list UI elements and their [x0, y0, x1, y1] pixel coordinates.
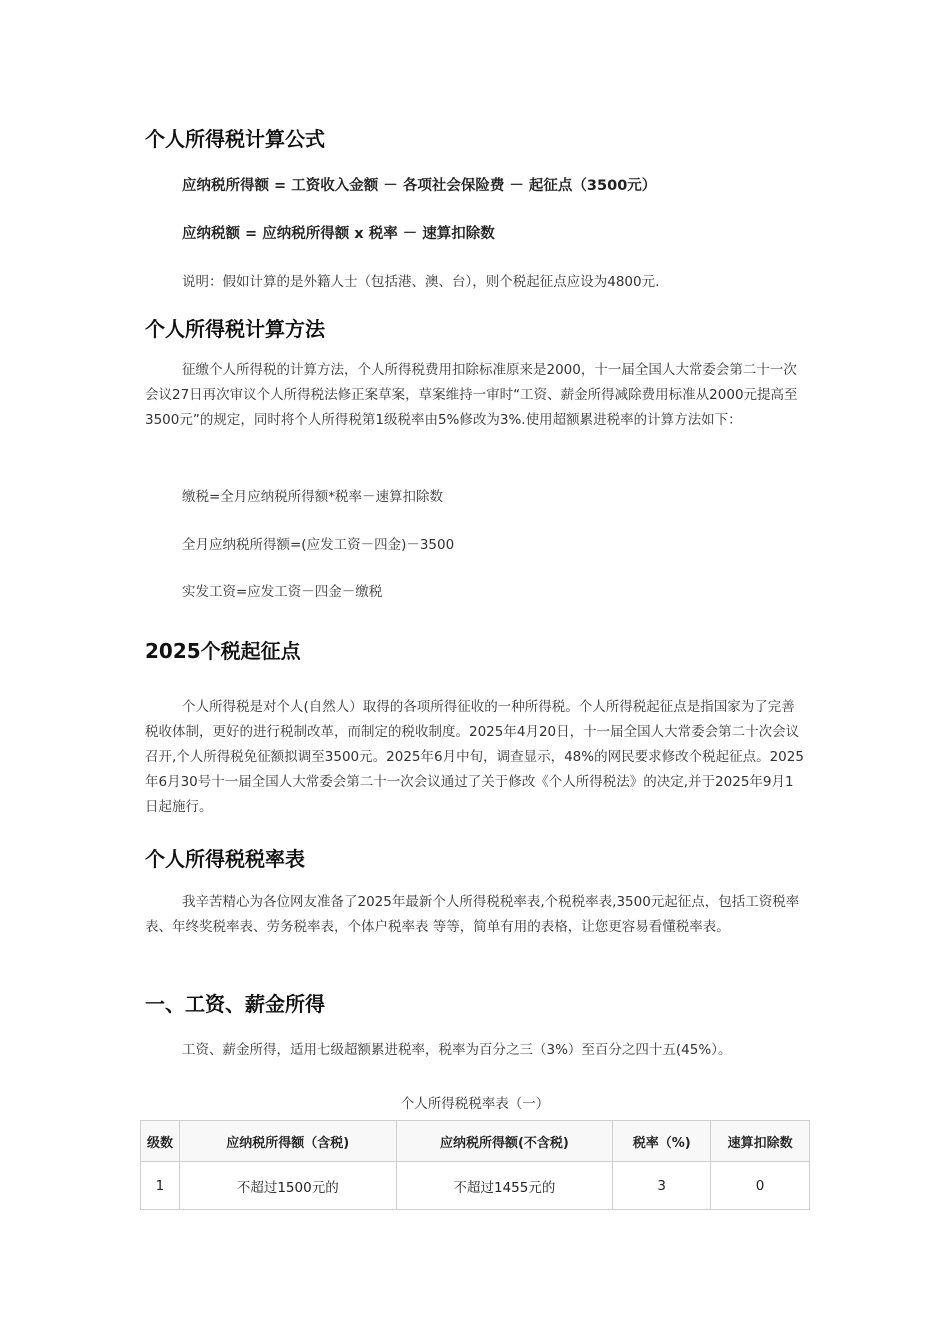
formula-taxable-income: 应纳税所得额 = 工资收入金额 － 各项社会保险费 － 起征点（3500元）: [182, 178, 657, 194]
tax-rate-table: [140, 1120, 810, 1210]
threshold-paragraph: 个人所得税是对个人(自然人）取得的各项所得征收的一种所得税。个人所得税起征点是指国家为了完善税收体制，更好的进行税制改革，而制定的税收制度。2025年4月20日，十一届全国人大常委会第二十次会议召开,个人所得税免征额拟调至3500元。2025年6月中旬，调查显示，48%的网民要求修改个税起征点。2025年6月30号十一届全国人大常委会第二十一次会议通过了关于修改《个人所得税法》的决定,并于2025年9月1日起施行。: [145, 699, 804, 815]
heading-formula: 个人所得税计算公式: [145, 127, 325, 151]
cell-taxable-incl: 不超过1500元的: [179, 1162, 396, 1210]
table-row: [141, 1162, 810, 1210]
method-line-net-pay: 实发工资=应发工资－四金－缴税: [182, 584, 383, 600]
method-line-tax: 缴税=全月应纳税所得额*税率－速算扣除数: [182, 489, 444, 505]
heading-rate-table: 个人所得税税率表: [145, 847, 305, 871]
method-paragraph: 征缴个人所得税的计算方法，个人所得税费用扣除标准原来是2000，十一届全国人大常委会第二十一次会议27日再次审议个人所得税法修正案草案，草案维持一审时“工资、薪金所得减除费用标准从2000元提高至3500元”的规定，同时将个人所得税第1级税率由5%修改为3%.使用超额累进税率的计算方法如下：: [145, 362, 798, 428]
formula-tax-payable: 应纳税额 = 应纳税所得额 x 税率 － 速算扣除数: [182, 226, 495, 242]
header-level: 级数: [141, 1121, 180, 1162]
header-rate: 税率（%): [613, 1121, 711, 1162]
table-header-row: [141, 1121, 810, 1162]
header-taxable-excl: 应纳税所得额(不含税): [396, 1121, 613, 1162]
formula-note: 说明：假如计算的是外籍人士（包括港、澳、台），则个税起征点应设为4800元.: [182, 274, 660, 290]
salary-paragraph: 工资、薪金所得，适用七级超额累进税率，税率为百分之三（3%）至百分之四十五(45%）。: [182, 1042, 732, 1058]
cell-level: 1: [141, 1162, 180, 1210]
cell-taxable-excl: 不超过1455元的: [396, 1162, 613, 1210]
method-line-taxable: 全月应纳税所得额=(应发工资－四金)－3500: [182, 537, 455, 553]
rate-paragraph: 我辛苦精心为各位网友准备了2025年最新个人所得税税率表,个税税率表,3500元起征点，包括工资税率表、年终奖税率表、劳务税率表，个体户税率表 等等，简单有用的表格，让您更容易看懂税率表。: [145, 894, 800, 935]
heading-method: 个人所得税计算方法: [145, 317, 325, 341]
cell-deduction: 0: [711, 1162, 810, 1210]
table-caption: 个人所得税税率表（一）: [400, 1096, 550, 1112]
header-taxable-incl: 应纳税所得额（含税): [179, 1121, 396, 1162]
heading-salary: 一、工资、薪金所得: [145, 992, 325, 1016]
header-deduction: 速算扣除数: [711, 1121, 810, 1162]
cell-rate: 3: [613, 1162, 711, 1210]
heading-threshold: 2025个税起征点: [145, 639, 301, 663]
